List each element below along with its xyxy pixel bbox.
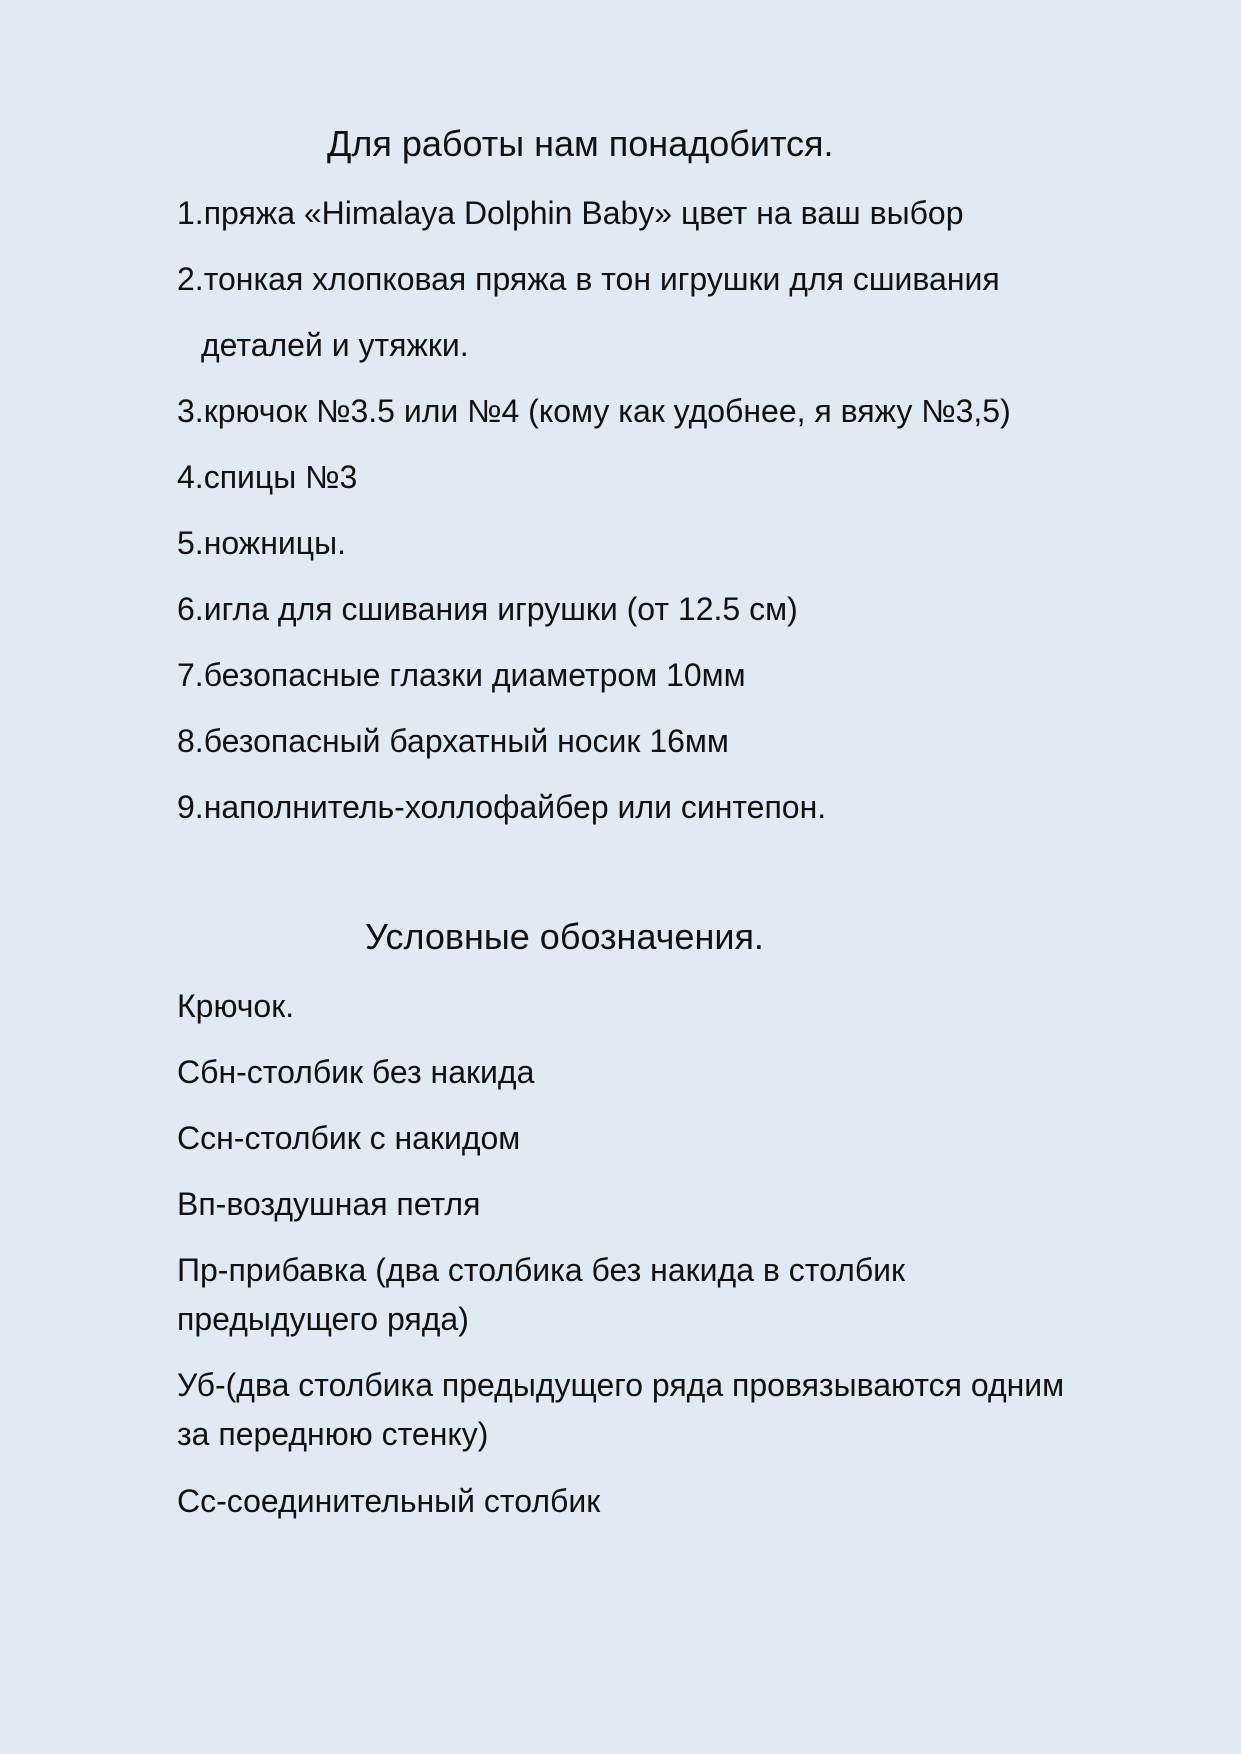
materials-item-1: 1.пряжа «Himalaya Dolphin Baby» цвет на ваш выбор [177, 195, 964, 231]
materials-item-2-continued: деталей и утяжки. [201, 327, 469, 363]
legend-title: Условные обозначения. [365, 916, 764, 957]
materials-item-6: 6.игла для сшивания игрушки (от 12.5 см) [177, 591, 798, 627]
legend-item-vp: Вп-воздушная петля [177, 1186, 481, 1222]
materials-item-7: 7.безопасные глазки диаметром 10мм [177, 657, 746, 693]
legend-item-ub-continued: за переднюю стенку) [177, 1416, 489, 1452]
materials-title: Для работы нам понадобится. [327, 123, 834, 164]
legend-item-ss: Сс-соединительный столбик [177, 1483, 601, 1519]
legend-item-sbn: Сбн-столбик без накида [177, 1054, 535, 1090]
legend-item-ssn: Ссн-столбик с накидом [177, 1120, 521, 1156]
materials-item-8: 8.безопасный бархатный носик 16мм [177, 723, 729, 759]
legend-item-hook: Крючок. [177, 988, 295, 1024]
materials-item-3: 3.крючок №3.5 или №4 (кому как удобнее, я вяжу №3,5) [177, 393, 1011, 429]
materials-item-9: 9.наполнитель-холлофайбер или синтепон. [177, 789, 827, 825]
legend-item-pr: Пр-прибавка (два столбика без накида в столбик [177, 1252, 906, 1288]
materials-item-5: 5.ножницы. [177, 525, 346, 561]
materials-item-2: 2.тонкая хлопковая пряжа в тон игрушки для сшивания [177, 261, 1000, 297]
legend-item-ub: Уб-(два столбика предыдущего ряда провязываются одним [177, 1367, 1065, 1403]
legend-item-pr-continued: предыдущего ряда) [177, 1301, 469, 1337]
materials-item-4: 4.спицы №3 [177, 459, 358, 495]
